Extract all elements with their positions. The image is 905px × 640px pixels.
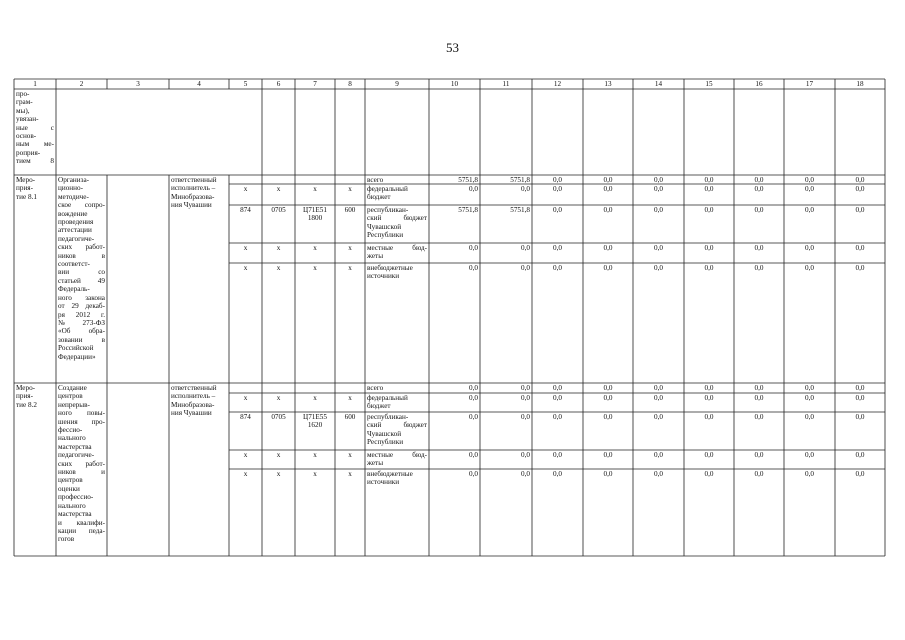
year-value: 0,0 (855, 470, 865, 478)
funding-source: внебюджетные источники (367, 470, 413, 487)
funding-source: всего (367, 384, 384, 392)
column-number-12: 12 (553, 79, 562, 88)
column-number-13: 13 (604, 79, 612, 88)
budget-code-section: 0705 (271, 413, 286, 421)
budget-code-grbs: 874 (240, 413, 251, 421)
year-value: 0,0 (469, 244, 478, 252)
column-number-5: 5 (243, 79, 248, 88)
year-value: 0,0 (805, 176, 814, 184)
budget-code-target: x (313, 470, 317, 478)
funding-source: республикан- ский бюджет Чувашской Республики (367, 413, 427, 447)
year-value: 0,0 (521, 185, 530, 193)
funding-source: местные бюд- жеты (367, 451, 427, 468)
column-number-15: 15 (705, 79, 713, 88)
budget-code-expense-type: 600 (344, 206, 356, 214)
year-value: 0,0 (805, 206, 814, 214)
year-value: 5751,8 (458, 206, 478, 214)
year-value: 0,0 (754, 470, 764, 478)
year-value: 0,0 (521, 244, 530, 252)
year-value: 0,0 (469, 394, 478, 402)
year-value: 0,0 (654, 244, 663, 252)
year-value: 0,0 (805, 384, 814, 392)
column-number-17: 17 (805, 79, 814, 88)
year-value: 0,0 (521, 413, 530, 421)
funding-source: всего (367, 176, 384, 184)
year-value: 0,0 (855, 451, 865, 459)
year-value: 0,0 (754, 394, 764, 402)
year-value: 0,0 (603, 451, 613, 459)
budget-code-target: x (313, 264, 317, 272)
funding-source: федеральный бюджет (367, 394, 408, 411)
column-number-7: 7 (313, 79, 317, 88)
year-value: 0,0 (469, 264, 478, 272)
year-value: 0,0 (603, 244, 613, 252)
budget-code-target: Ц71Е51 1800 (303, 206, 327, 223)
budget-code-section: 0705 (271, 206, 286, 214)
year-value: 0,0 (654, 185, 663, 193)
year-value: 0,0 (805, 470, 814, 478)
budget-code-target: x (313, 394, 317, 402)
year-value: 0,0 (469, 384, 478, 392)
funding-source: республикан- ский бюджет Чувашской Республики (367, 206, 427, 240)
funding-source: внебюджетные источники (367, 264, 413, 281)
year-value: 0,0 (855, 185, 865, 193)
year-value: 0,0 (754, 185, 764, 193)
budget-code-expense-type: x (348, 394, 352, 402)
budget-code-grbs: x (243, 244, 248, 252)
year-value: 0,0 (553, 470, 562, 478)
year-value: 0,0 (553, 206, 562, 214)
year-value: 0,0 (521, 451, 530, 459)
budget-code-grbs: x (243, 470, 248, 478)
budget-code-target: x (313, 185, 317, 193)
budget-code-target: x (313, 451, 317, 459)
year-value: 0,0 (704, 185, 714, 193)
year-value: 0,0 (603, 264, 613, 272)
year-value: 5751,8 (458, 176, 478, 184)
column-number-3: 3 (136, 79, 140, 88)
year-value: 0,0 (704, 394, 714, 402)
column-number-18: 18 (856, 79, 864, 88)
year-value: 0,0 (603, 470, 613, 478)
year-value: 0,0 (603, 413, 613, 421)
budget-code-section: x (276, 451, 281, 459)
year-value: 0,0 (553, 394, 562, 402)
budget-code-target: x (313, 244, 317, 252)
year-value: 0,0 (855, 176, 865, 184)
year-value: 0,0 (603, 394, 613, 402)
year-value: 0,0 (553, 384, 562, 392)
year-value: 0,0 (855, 413, 865, 421)
year-value: 0,0 (521, 264, 530, 272)
year-value: 0,0 (805, 244, 814, 252)
year-value: 0,0 (553, 264, 562, 272)
year-value: 0,0 (754, 244, 764, 252)
budget-code-section: x (276, 244, 281, 252)
measure-number: Меро- прия- тие 8.2 (16, 384, 37, 409)
measure-number: Меро- прия- тие 8.1 (16, 176, 37, 201)
year-value: 0,0 (469, 470, 478, 478)
year-value: 0,0 (704, 176, 714, 184)
budget-code-grbs: x (243, 394, 248, 402)
year-value: 0,0 (754, 206, 764, 214)
year-value: 0,0 (704, 264, 714, 272)
column-number-4: 4 (197, 79, 201, 88)
year-value: 0,0 (805, 394, 814, 402)
year-value: 0,0 (704, 384, 714, 392)
year-value: 0,0 (553, 244, 562, 252)
year-value: 0,0 (754, 451, 764, 459)
year-value: 0,0 (521, 470, 530, 478)
budget-code-grbs: x (243, 451, 248, 459)
budget-code-expense-type: x (348, 185, 352, 193)
year-value: 0,0 (855, 394, 865, 402)
year-value: 0,0 (704, 470, 714, 478)
year-value: 0,0 (603, 176, 613, 184)
budget-code-expense-type: x (348, 264, 352, 272)
column-number-11: 11 (502, 79, 510, 88)
year-value: 0,0 (754, 384, 764, 392)
column-number-8: 8 (348, 79, 352, 88)
budget-code-target: Ц71Е55 1620 (303, 413, 327, 430)
year-value: 0,0 (521, 394, 530, 402)
year-value: 0,0 (469, 413, 478, 421)
year-value: 0,0 (805, 413, 814, 421)
year-value: 0,0 (654, 384, 663, 392)
year-value: 0,0 (855, 264, 865, 272)
year-value: 5751,8 (510, 206, 530, 214)
year-value: 0,0 (704, 413, 714, 421)
year-value: 0,0 (855, 206, 865, 214)
continuation-program-cell: про- грам- мы), увязан- ные с основ- ным ме- роприя- тием 8 (16, 90, 54, 166)
funding-source: федеральный бюджет (367, 185, 408, 202)
column-number-10: 10 (450, 79, 459, 88)
column-number-14: 14 (654, 79, 663, 88)
budget-code-section: x (276, 264, 281, 272)
budget-code-expense-type: x (348, 451, 352, 459)
year-value: 0,0 (805, 185, 814, 193)
measure-name: Организа- ционно- методиче- ское сопро- вождение проведения аттестации педагогиче- ских работ- ников в соответст- вии со статьей 49 Федераль- ного закона от 29 декаб- ря 2012 г. № 273-ФЗ «Об обра- зовании в Российской Федерации» (58, 176, 105, 361)
year-value: 0,0 (553, 451, 562, 459)
column-number-9: 9 (395, 79, 399, 88)
budget-code-grbs: x (243, 185, 248, 193)
budget-code-section: x (276, 394, 281, 402)
year-value: 0,0 (553, 176, 562, 184)
budget-code-section: x (276, 470, 281, 478)
year-value: 0,0 (805, 264, 814, 272)
budget-code-expense-type: x (348, 470, 352, 478)
year-value: 0,0 (654, 451, 663, 459)
year-value: 0,0 (654, 206, 663, 214)
year-value: 0,0 (704, 244, 714, 252)
budget-code-grbs: 874 (240, 206, 251, 214)
column-number-2: 2 (79, 79, 84, 88)
year-value: 0,0 (654, 413, 663, 421)
year-value: 0,0 (553, 413, 562, 421)
budget-code-expense-type: x (348, 244, 352, 252)
year-value: 0,0 (855, 384, 865, 392)
budget-code-expense-type: 600 (344, 413, 356, 421)
year-value: 0,0 (469, 185, 478, 193)
year-value: 0,0 (654, 264, 663, 272)
column-number-6: 6 (276, 79, 281, 88)
measure-name: Создание центров непрерыв- ного повы- шения про- фессио- нального мастерства педагогиче- ских работ- ников и центров оценки профессио- нального мастерства и квалифи- кации педа- гогов (58, 384, 105, 544)
year-value: 0,0 (805, 451, 814, 459)
year-value: 0,0 (754, 264, 764, 272)
year-value: 0,0 (654, 394, 663, 402)
year-value: 0,0 (603, 206, 613, 214)
budget-code-grbs: x (243, 264, 248, 272)
year-value: 0,0 (654, 176, 663, 184)
year-value: 0,0 (469, 451, 478, 459)
budget-code-section: x (276, 185, 281, 193)
year-value: 0,0 (603, 185, 613, 193)
column-number-16: 16 (755, 79, 763, 88)
year-value: 0,0 (754, 176, 764, 184)
responsible-executor: ответственный исполнитель – Минобразова- ния Чувашии (171, 176, 217, 210)
year-value: 0,0 (704, 206, 714, 214)
funding-source: местные бюд- жеты (367, 244, 427, 261)
column-number-1: 1 (33, 79, 37, 88)
page-number: 53 (446, 40, 459, 55)
year-value: 0,0 (855, 244, 865, 252)
year-value: 0,0 (704, 451, 714, 459)
year-value: 0,0 (603, 384, 613, 392)
year-value: 5751,8 (510, 176, 530, 184)
year-value: 0,0 (754, 413, 764, 421)
year-value: 0,0 (654, 470, 663, 478)
responsible-executor: ответственный исполнитель – Минобразова- ния Чувашии (171, 384, 217, 418)
year-value: 0,0 (553, 185, 562, 193)
year-value: 0,0 (521, 384, 530, 392)
